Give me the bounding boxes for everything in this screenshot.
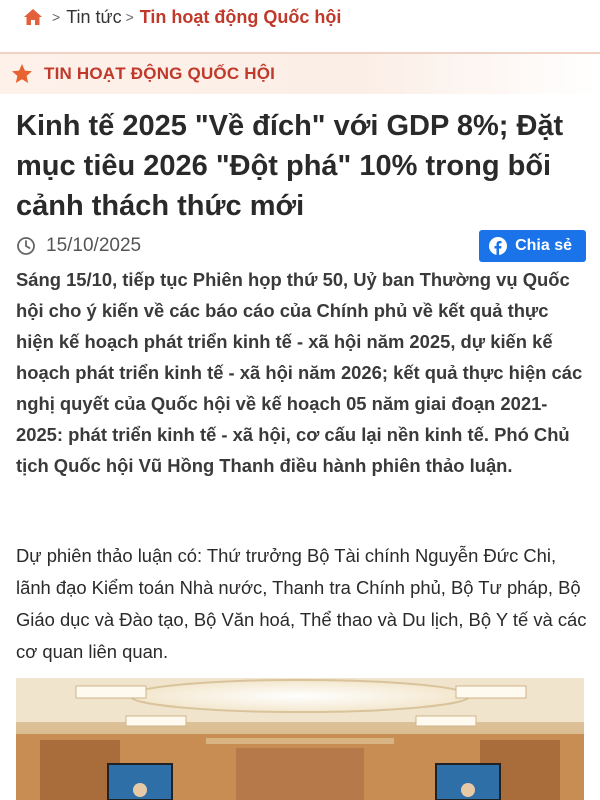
facebook-icon — [489, 237, 507, 255]
share-button-label: Chia sẻ — [515, 237, 572, 254]
article-paragraph: Dự phiên thảo luận có: Thứ trưởng Bộ Tài chính Nguyễn Đức Chi, lãnh đạo Kiểm toán Nhà nước, Thanh tra Chính phủ, Bộ Tư pháp, Bộ Giáo dục và Đào tạo, Bộ Văn hoá, Thể thao và Du lịch, Bộ Y tế và các cơ quan liên quan. — [16, 545, 587, 662]
article-lead: Sáng 15/10, tiếp tục Phiên họp thứ 50, Uỷ ban Thường vụ Quốc hội cho ý kiến về các báo cáo của Chính phủ về kết quả thực hiện kế hoạch phát triển kinh tế - xã hội năm 2025, dự kiến kế hoạch phát triển kinh tế - xã hội năm 2026; kết quả thực hiện các nghị quyết của Quốc hội về kế hoạch 05 năm giai đoạn 2021-2025: phát triển kinh tế - xã hội, cơ cấu lại nền kinh tế. Phó Chủ tịch Quốc hội Vũ Hồng Thanh điều hành phiên thảo luận. — [16, 269, 583, 476]
clock-icon — [16, 236, 36, 256]
star-icon — [10, 62, 34, 86]
breadcrumb — [0, 0, 600, 34]
publish-date-text: 15/10/2025 — [46, 235, 142, 256]
home-icon[interactable] — [22, 7, 44, 27]
breadcrumb-separator-icon: > — [52, 9, 61, 25]
breadcrumb-separator-icon: > — [125, 9, 134, 25]
publish-date — [16, 235, 141, 257]
breadcrumb-item-news[interactable]: Tin tức — [66, 6, 122, 27]
section-header — [0, 52, 600, 94]
article-photo — [16, 678, 584, 800]
share-button[interactable] — [479, 230, 586, 262]
breadcrumb-item-current[interactable]: Tin hoạt động Quốc hội — [139, 6, 342, 27]
article-meta — [16, 230, 586, 262]
article-title: Kinh tế 2025 "Về đích" với GDP 8%; Đặt mục tiêu 2026 "Đột phá" 10% trong bối cảnh thách thức mới — [16, 110, 564, 222]
section-title[interactable]: TIN HOẠT ĐỘNG QUỐC HỘI — [44, 64, 276, 83]
